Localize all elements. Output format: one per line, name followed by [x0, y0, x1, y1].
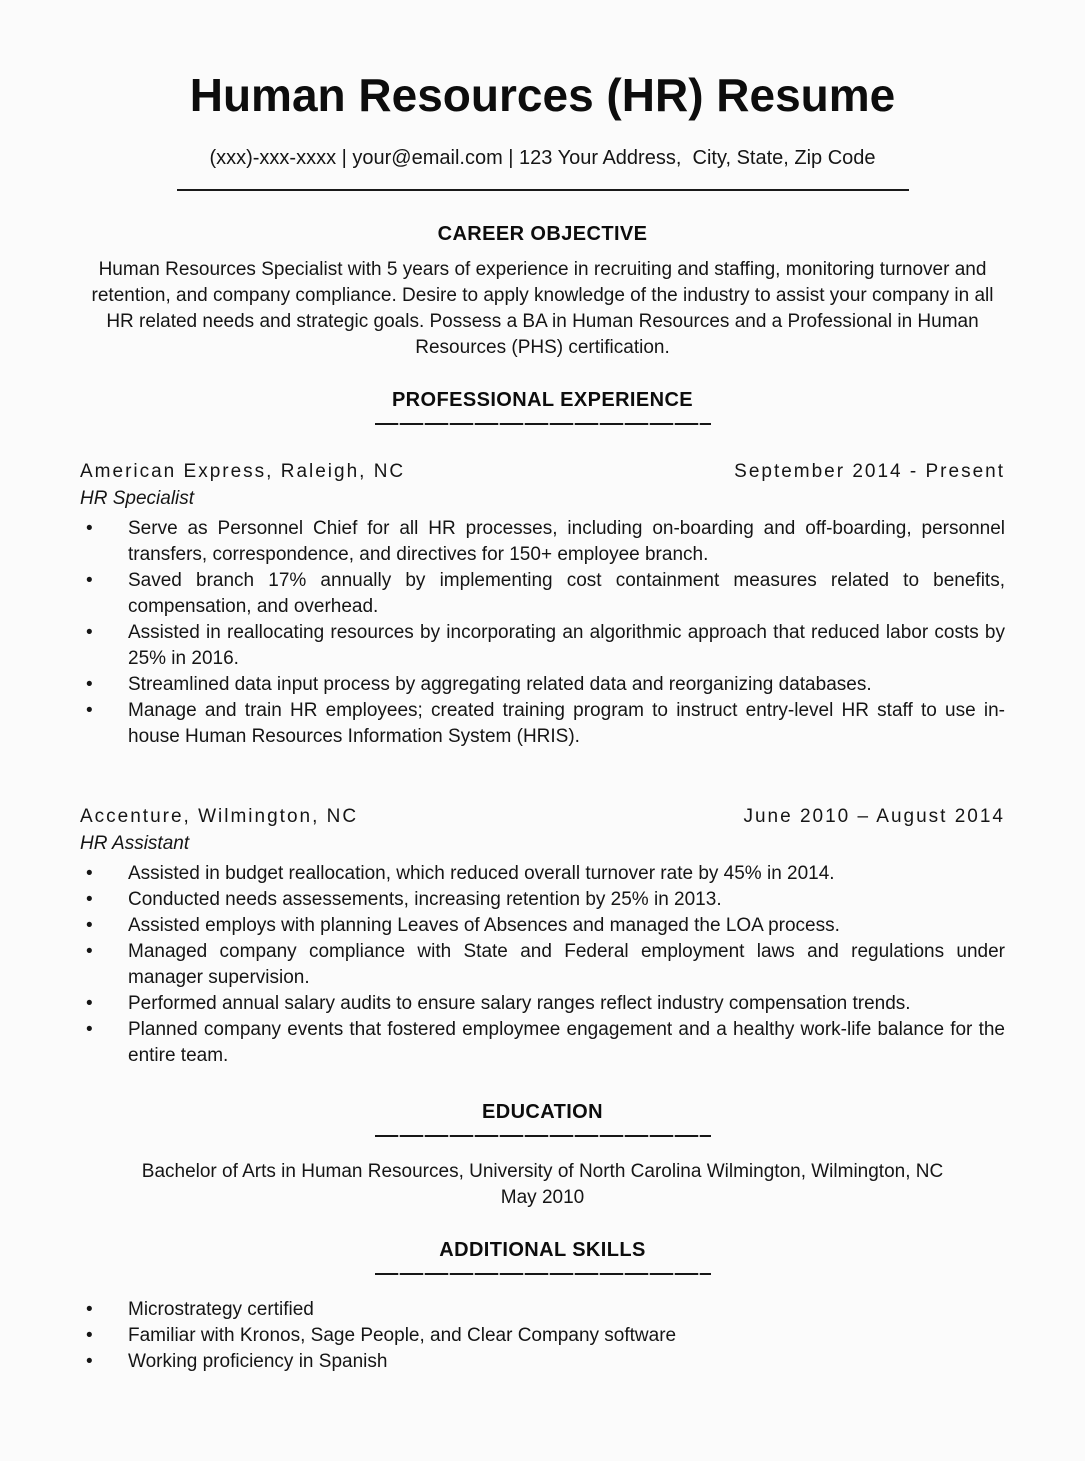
- job-dates: June 2010 – August 2014: [743, 805, 1005, 827]
- job-entry-accenture: [80, 804, 1005, 1069]
- page-title: Human Resources (HR) Resume: [189, 69, 896, 121]
- career-objective-text: Human Resources Specialist with 5 years of experience in recruiting and staffing, monitoring turnover and retention, and company compliance. Desire to apply knowledge of the industry to assist your company in all HR related needs and strategic goals. Possess a BA in Human Resources and a Professional in Human Resources (PHS) certification.: [91, 258, 994, 358]
- experience-bullet: • Saved branch 17% annually by implementing cost containment measures related to benefits, compensation, and overhead.: [80, 568, 1005, 620]
- experience-bullet: • Assisted employs with planning Leaves of Absences and managed the LOA process.: [80, 913, 1005, 939]
- additional-skills-heading: ADDITIONAL SKILLS: [439, 1238, 646, 1261]
- section-additional-skills: [80, 1237, 1005, 1375]
- skill-item: • Microstrategy certified: [80, 1297, 1005, 1323]
- job-bullet-list: [80, 861, 1005, 1069]
- experience-bullet: • Conducted needs assessements, increasing retention by 25% in 2013.: [80, 887, 1005, 913]
- experience-bullet: • Managed company compliance with State and Federal employment laws and regulations under manager supervision.: [80, 939, 1005, 991]
- company-name: Accenture, Wilmington, NC: [80, 805, 359, 827]
- job-header: [80, 459, 1005, 485]
- experience-bullet: • Performed annual salary audits to ensure salary ranges reflect industry compensation trends.: [80, 991, 1005, 1017]
- spacer: [80, 425, 1005, 459]
- section-professional-experience: [80, 387, 1005, 1069]
- job-bullet-list: [80, 516, 1005, 750]
- experience-bullet: • Serve as Personnel Chief for all HR processes, including on-boarding and off-boarding, personnel transfers, correspondence, and directives for 150+ employee branch.: [80, 516, 1005, 568]
- professional-experience-heading: PROFESSIONAL EXPERIENCE: [391, 388, 694, 411]
- job-title: HR Specialist: [80, 487, 195, 509]
- job-entry-american-express: [80, 459, 1005, 750]
- experience-bullet: • Planned company events that fostered employmee engagement and a healthy work-life balance for the entire team.: [80, 1017, 1005, 1069]
- education-heading: EDUCATION: [481, 1100, 603, 1123]
- company-name: American Express, Raleigh, NC: [80, 460, 406, 482]
- job-dates: September 2014 - Present: [734, 460, 1005, 482]
- experience-bullet: • Streamlined data input process by aggregating related data and reorganizing databases.: [80, 672, 1005, 698]
- career-objective-heading: CAREER OBJECTIVE: [437, 222, 648, 245]
- education-date: May 2010: [500, 1186, 585, 1208]
- section-career-objective: [80, 221, 1005, 361]
- spacer: [80, 1275, 1005, 1297]
- contact-info: (xxx)-xxx-xxxx | your@email.com | 123 Your Address, City, State, Zip Code: [209, 146, 876, 169]
- experience-bullet: • Assisted in reallocating resources by incorporating an algorithmic approach that reduced labor costs by 25% in 2016.: [80, 620, 1005, 672]
- skill-item: • Working proficiency in Spanish: [80, 1349, 1005, 1375]
- skill-item: • Familiar with Kronos, Sage People, and Clear Company software: [80, 1323, 1005, 1349]
- job-header: [80, 804, 1005, 830]
- experience-bullet: • Manage and train HR employees; created training program to instruct entry-level HR staff to use in-house Human Resources Information System (HRIS).: [80, 698, 1005, 750]
- resume-header: [80, 70, 1005, 191]
- header-divider: [177, 189, 909, 191]
- spacer: [80, 1137, 1005, 1159]
- education-degree: Bachelor of Arts in Human Resources, University of North Carolina Wilmington, Wilmington, NC: [141, 1160, 944, 1182]
- skills-list: [80, 1297, 1005, 1375]
- experience-bullet: • Assisted in budget reallocation, which reduced overall turnover rate by 45% in 2014.: [80, 861, 1005, 887]
- section-education: [80, 1099, 1005, 1211]
- job-title: HR Assistant: [80, 832, 190, 854]
